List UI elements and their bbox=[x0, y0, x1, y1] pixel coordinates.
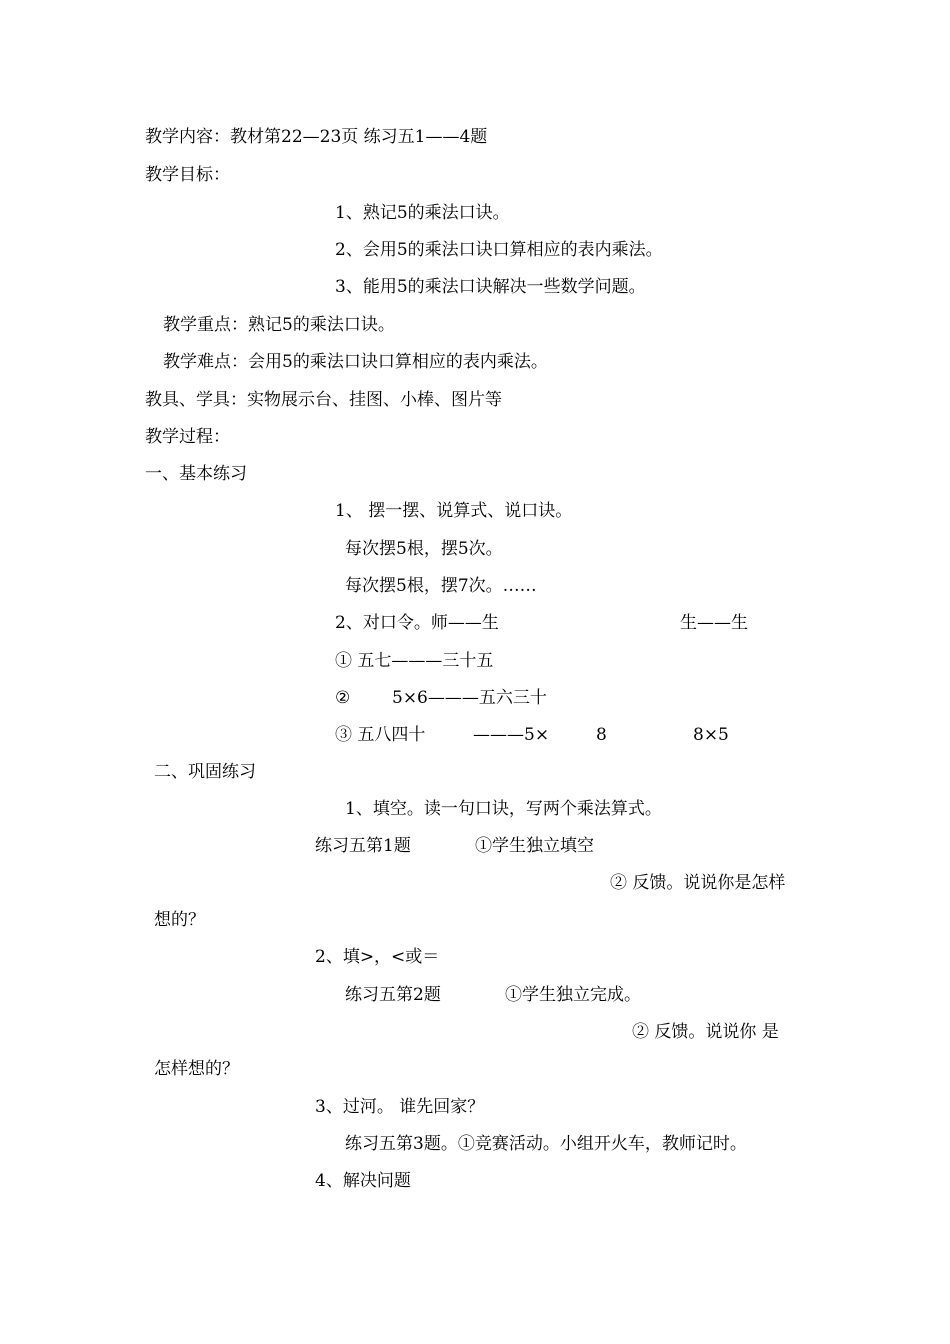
difficulty-line: 教学难点：会用5的乘法口诀口算相应的表内乘法。 bbox=[163, 352, 548, 372]
consolidation-item-3-ref: 练习五第3题。①竞赛活动。小组开火车，教师记时。 bbox=[345, 1134, 747, 1154]
teaching-content-line: 教学内容：教材第22—23页 练习五1——4题 bbox=[145, 127, 488, 147]
objectives-heading: 教学目标： bbox=[145, 165, 230, 185]
basic-item-2-right: 生——生 bbox=[680, 613, 748, 633]
consolidation-item-1: 1、填空。读一句口诀，写两个乘法算式。 bbox=[345, 799, 662, 819]
consolidation-item-2-feedback: ② 反馈。说说你 是 bbox=[632, 1022, 779, 1042]
consolidation-item-2: 2、填>，<或＝ bbox=[315, 947, 440, 967]
consolidation-item-1-step: ①学生独立填空 bbox=[475, 836, 594, 856]
consolidation-item-1-feedback: ② 反馈。说说你是怎样 bbox=[610, 873, 786, 893]
drill-line-3-d: 8×5 bbox=[693, 725, 729, 745]
process-heading: 教学过程： bbox=[145, 427, 230, 447]
basic-item-1-b: 每次摆5根，摆7次。…… bbox=[345, 576, 537, 596]
drill-line-3-b: ———5× bbox=[473, 725, 550, 745]
drill-line-2-number: ② bbox=[335, 688, 351, 708]
drill-line-2-text: 5×6———五六三十 bbox=[392, 688, 547, 708]
drill-line-1: ① 五七———三十五 bbox=[335, 651, 494, 671]
objective-item-1: 1、熟记5的乘法口诀。 bbox=[335, 203, 510, 223]
basic-item-2-left: 2、对口令。师——生 bbox=[335, 613, 499, 633]
consolidation-item-2-continuation: 怎样想的？ bbox=[154, 1059, 239, 1079]
consolidation-item-2-ref: 练习五第2题 bbox=[345, 985, 441, 1005]
consolidation-item-1-ref: 练习五第1题 bbox=[315, 836, 411, 856]
basic-item-1: 1、 摆一摆、说算式、说口诀。 bbox=[335, 501, 573, 521]
consolidation-item-3: 3、过河。 谁先回家？ bbox=[315, 1097, 485, 1117]
objective-item-2: 2、会用5的乘法口诀口算相应的表内乘法。 bbox=[335, 240, 663, 260]
consolidation-item-1-continuation: 想的？ bbox=[154, 910, 205, 930]
objective-item-3: 3、能用5的乘法口诀解决一些数学问题。 bbox=[335, 277, 646, 297]
consolidation-item-4: 4、解决问题 bbox=[315, 1171, 411, 1191]
drill-line-3-c: 8 bbox=[596, 725, 607, 745]
consolidation-item-2-step: ①学生独立完成。 bbox=[505, 985, 641, 1005]
section-basic-practice: 一、基本练习 bbox=[145, 464, 247, 484]
section-consolidation: 二、巩固练习 bbox=[154, 762, 256, 782]
basic-item-1-a: 每次摆5根，摆5次。 bbox=[345, 539, 503, 559]
drill-line-3-a: ③ 五八四十 bbox=[335, 725, 426, 745]
tools-line: 教具、学具：实物展示台、挂图、小棒、图片等 bbox=[145, 390, 502, 410]
key-point-line: 教学重点：熟记5的乘法口诀。 bbox=[163, 315, 395, 335]
